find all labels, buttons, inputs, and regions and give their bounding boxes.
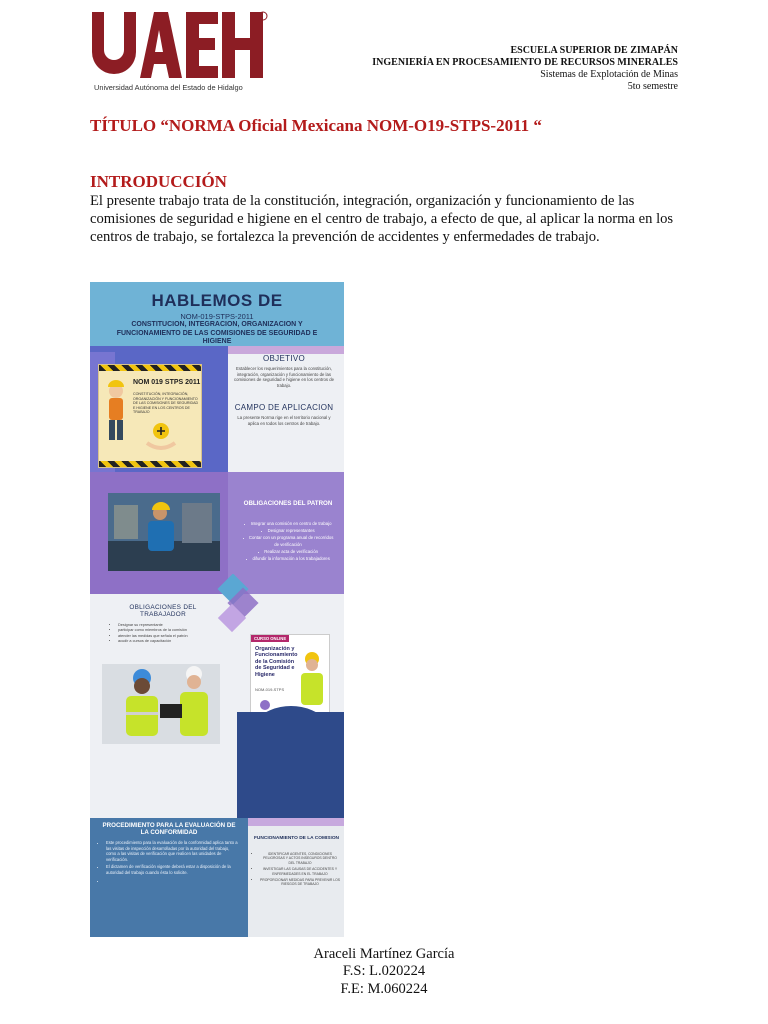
poster-bottom-accent	[248, 818, 344, 826]
course-name: Sistemas de Explotación de Minas	[540, 69, 678, 80]
course-title: Organización y Funcionamiento de la Comisión de Seguridad e Higiene	[255, 646, 298, 678]
list-item: • El dictamen de verificación vigente deberá estar a disposición de la autoridad del trabajo cuando ésta lo solicite.	[106, 864, 240, 875]
school-name: ESCUELA SUPERIOR DE ZIMAPÁN	[510, 45, 678, 56]
course-tag: CURSO ONLINE	[251, 635, 289, 642]
workers-photo-image	[102, 664, 220, 744]
poster-blue-blob-base	[237, 712, 344, 822]
trabajador-title: OBLIGACIONES DEL TRABAJADOR	[129, 604, 197, 619]
document-title: TÍTULO “NORMA Oficial Mexicana NOM-O19-STPS-2011 “	[90, 116, 542, 135]
campo-title: CAMPO DE APLICACION	[234, 403, 334, 412]
list-item: • INVESTIGAR LAS CAUSAS DE ACCIDENTES Y ENFERMEDADES EN EL TRABAJO	[260, 867, 340, 876]
semester: 5to semestre	[627, 81, 678, 92]
list-item: • difundir la información a los trabajadores	[240, 555, 336, 562]
poster-norm: NOM-019-STPS-2011	[180, 312, 254, 321]
course-norm: NOM-019-STPS	[255, 687, 285, 692]
objetivo-title: OBJETIVO	[263, 354, 305, 363]
trabajador-list	[118, 623, 218, 645]
list-item: • IDENTIFICAR AGENTES, CONDICIONES PELIGROSAS Y ACTOS INSEGUROS DENTRO DEL TRABAJO	[260, 852, 340, 865]
logo-caption: Universidad Autónoma del Estado de Hidalgo	[94, 83, 243, 92]
poster-subheading: CONSTITUCION, INTEGRACION, ORGANIZACION Y FUNCIONAMIENTO DE LAS COMISIONES DE SEGURIDAD E HIGIENE	[116, 321, 318, 346]
uaeh-logo-mark	[90, 10, 270, 80]
worker-photo-image	[108, 493, 220, 571]
start-date: F.S: L.020224	[342, 963, 426, 980]
worker-icon	[295, 649, 329, 709]
list-item: • atender las medidas que señala el patrón	[118, 634, 218, 639]
end-date: F.E: M.060224	[340, 980, 428, 997]
diamond-decoration-icon	[216, 574, 260, 638]
list-item: • Realizar acta de verificación	[240, 548, 336, 555]
patron-list	[240, 520, 336, 562]
card-title: NOM 019 STPS 2011	[133, 379, 201, 386]
workers-photo	[102, 664, 220, 744]
intro-heading: INTRODUCCIÓN	[90, 172, 227, 191]
procedimiento-title: PROCEDIMIENTO PARA LA EVALUACIÓN DE LA CONFORMIDAD	[102, 822, 236, 837]
infographic-poster	[90, 282, 344, 937]
funcionamiento-list	[260, 852, 340, 889]
card-subtitle: CONSTITUCIÓN, INTEGRACIÓN, ORGANIZACIÓN Y FUNCIONAMIENTO DE LAS COMISIONES DE SEGURIDAD E HIGIENE EN LOS CENTROS DE TRABAJO	[133, 392, 199, 415]
program-name: INGENIERÍA EN PROCESAMIENTO DE RECURSOS MINERALES	[372, 57, 678, 68]
author-footer	[0, 946, 768, 998]
intro-paragraph: El presente trabajo trata de la constitución, integración, organización y funcionamiento de las comisiones de seguridad e higiene en el centro de trabajo, a efecto de que, al aplicar la norma en los centros de trabajo, se fortalezca la prevención de accidentes y enfermedades de trabajo.	[90, 193, 674, 246]
institution-block	[372, 45, 678, 93]
list-item: • Designar su representante	[118, 623, 218, 628]
list-item: • acudir a cursos de capacitación	[118, 639, 218, 644]
funcionamiento-title: FUNCIONAMIENTO DE LA COMISION	[254, 836, 340, 841]
author-name: Araceli Martínez García	[313, 946, 455, 962]
patron-title: OBLIGACIONES DEL PATRON	[243, 500, 333, 507]
campo-text: La presente Norma rige en el territorio nacional y aplica en todos los centros de trabajo.	[237, 415, 331, 426]
list-item: • Este procedimiento para la evaluación de la conformidad aplica tanto a las visitas de inspección desarrolladas por la autoridad del trabajo, como a las visitas de verificación que realicen las unidades de verificación.	[106, 840, 240, 862]
procedimiento-list	[106, 840, 240, 885]
list-item	[106, 878, 240, 884]
uaeh-logo	[90, 10, 270, 96]
poster-heading: HABLEMOS DE	[151, 291, 283, 310]
list-item: • participar como miembros de la comisión	[118, 628, 218, 633]
list-item: • Designar representantes	[240, 527, 336, 534]
worker-photo	[108, 493, 220, 571]
list-item: • PROPORCIONAR MEDIDAS PARA PREVENIR LOS RIESGOS DE TRABAJO	[260, 878, 340, 887]
nom-card	[98, 364, 202, 468]
list-item: • Contar con un programa anual de recorridos de verificación	[240, 534, 336, 548]
objetivo-text: Establecer los requerimientos para la constitución, integración, organización y funcionamiento de las comisiones de seguridad e higiene en los centros de trabajo.	[233, 366, 335, 388]
list-item: • Integrar una comisión en centro de trabajo	[240, 520, 336, 527]
